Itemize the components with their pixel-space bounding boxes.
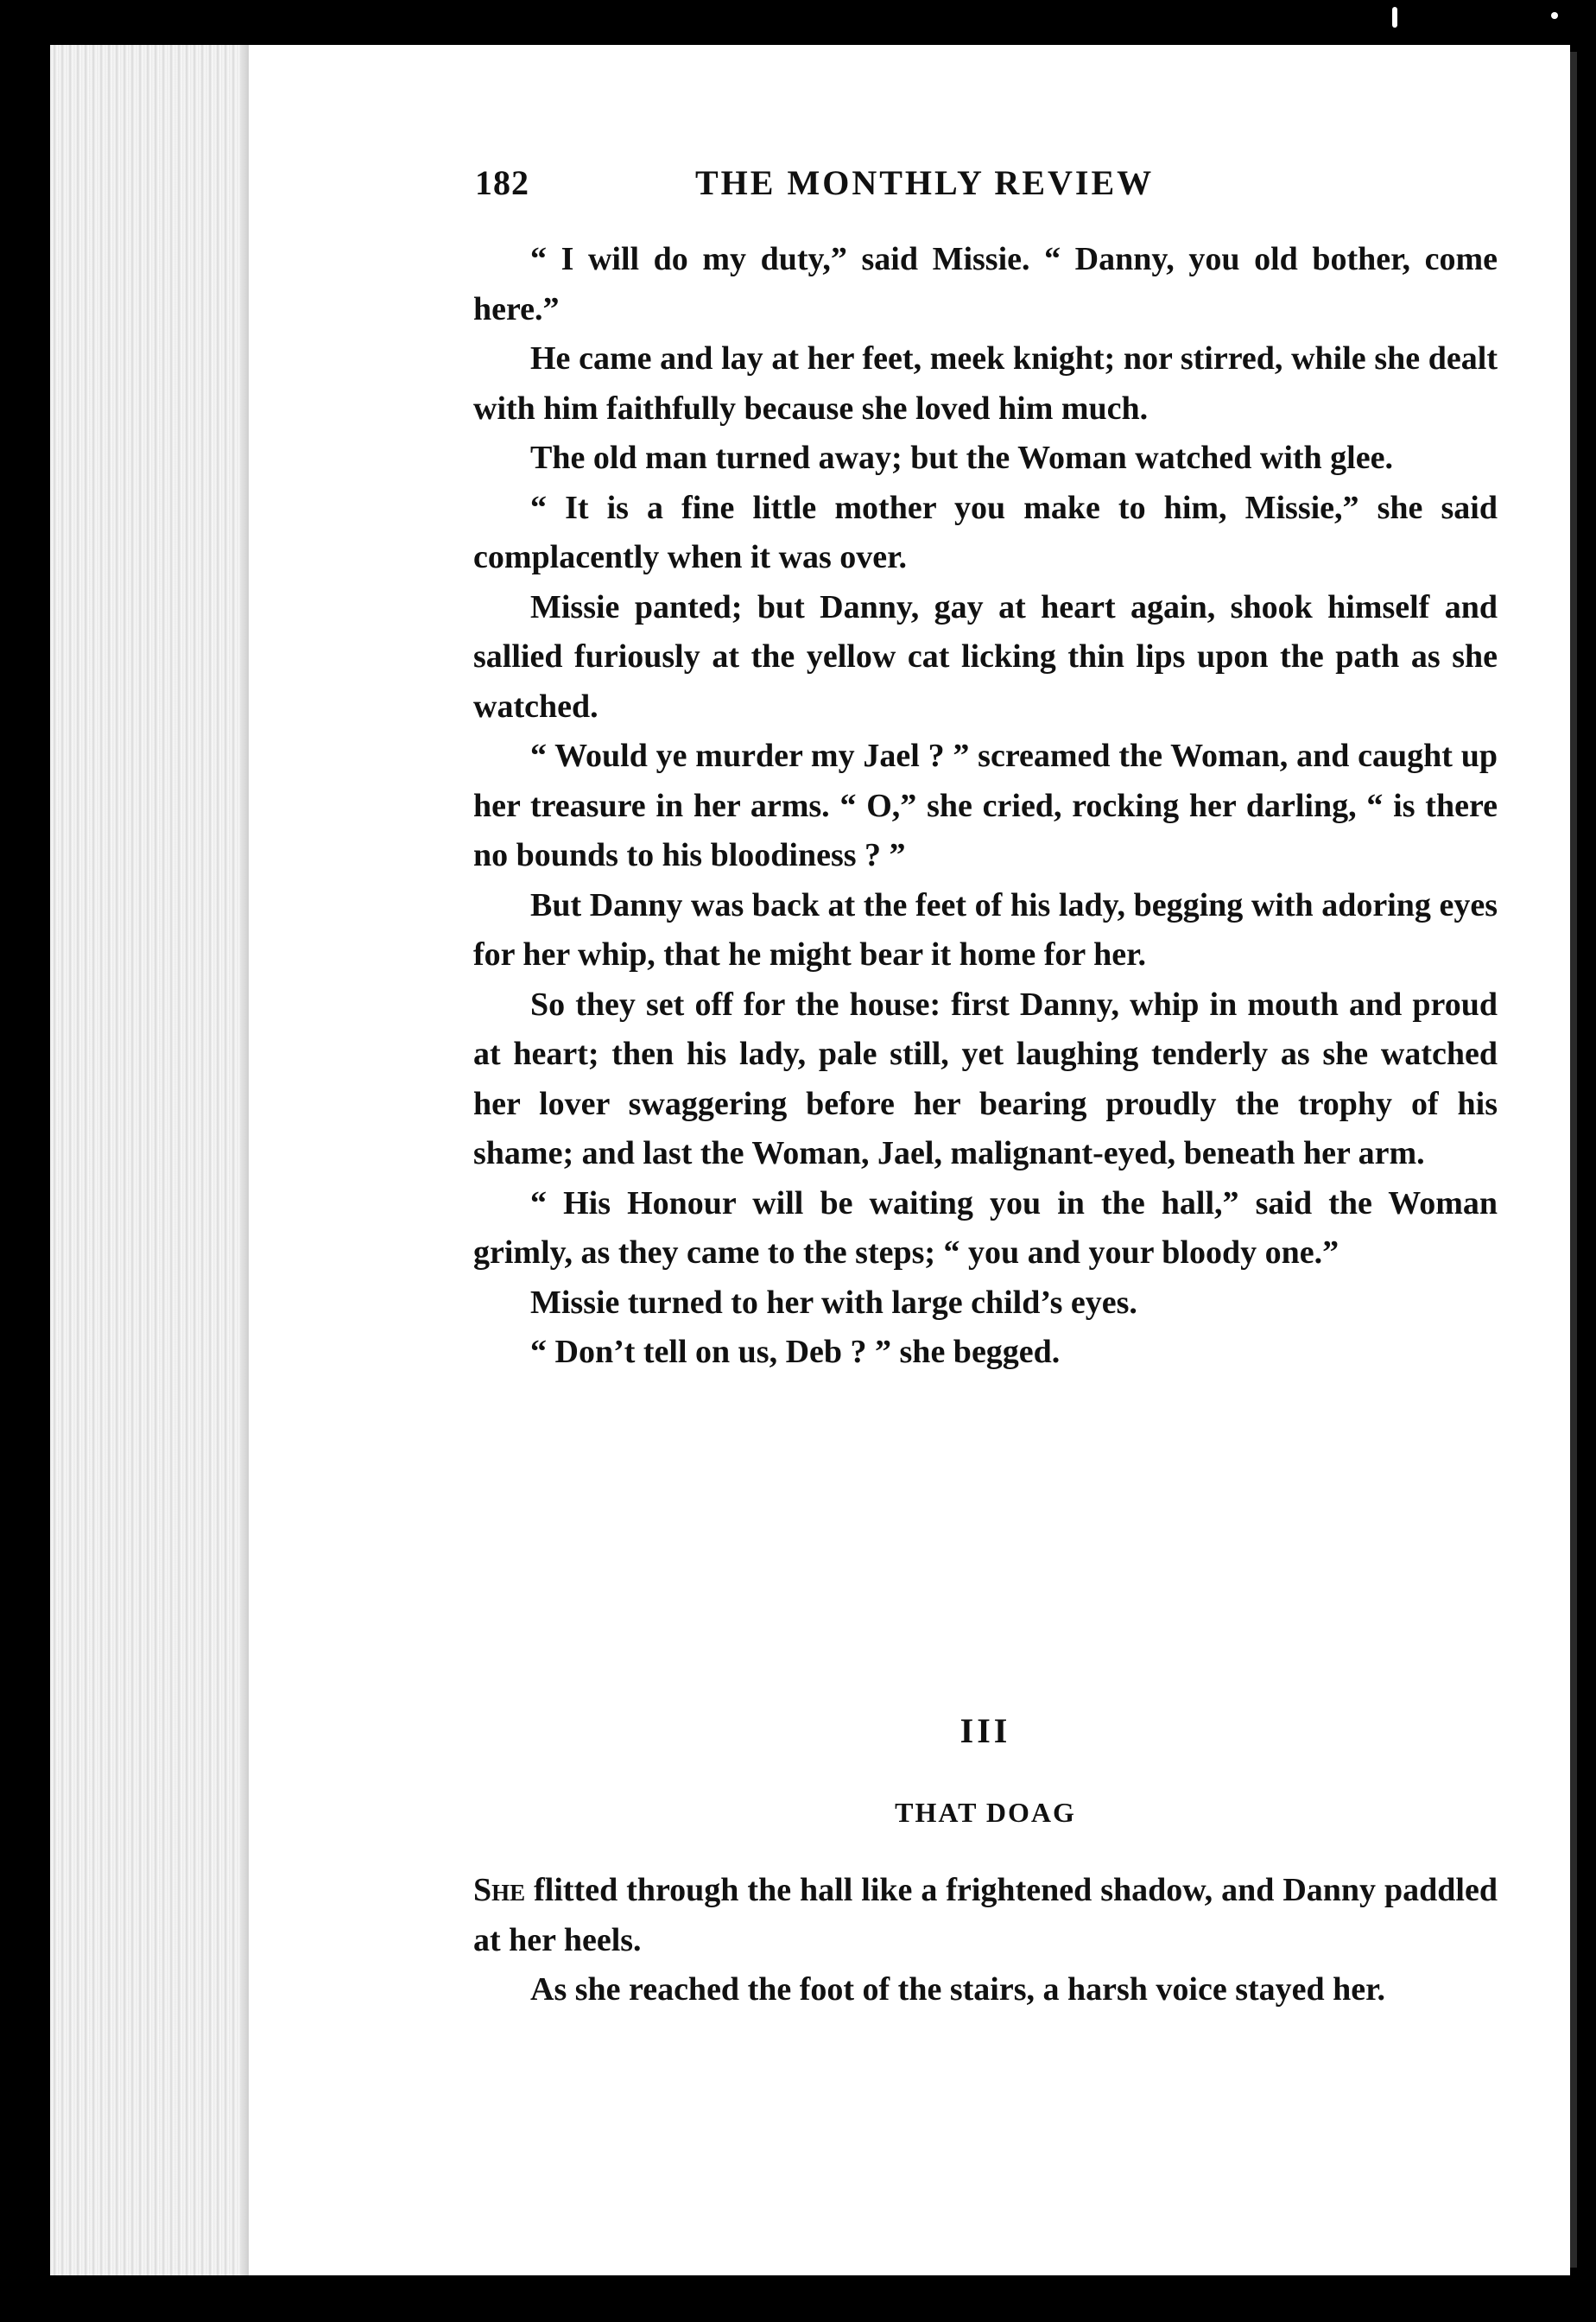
page-shadow-edge xyxy=(1570,52,1577,2268)
book-page-edges xyxy=(50,45,249,2275)
paragraph: “ Would ye murder my Jael ? ” screamed the Woman, and caught up her treasure in her arms. “ O,” she cried, rocking her darling, “ is there no bounds to his bloodiness ? ” xyxy=(473,738,1498,873)
paragraph: “ I will do my duty,” said Missie. “ Danny, you old bother, come here.” xyxy=(473,241,1498,327)
running-head xyxy=(475,162,1494,214)
journal-title: THE MONTHLY REVIEW xyxy=(695,163,1155,202)
scan-speck xyxy=(1392,7,1397,28)
paragraph: He came and lay at her feet, meek knight; nor stirred, while she dealt with him faithfully because she loved him much. xyxy=(473,340,1498,427)
chapter-numeral: III xyxy=(960,1711,1011,1750)
chapter-opening-paragraph xyxy=(473,1866,1498,1965)
paragraph: “ His Honour will be waiting you in the hall,” said the Woman grimly, as they came to the steps; “ you and your bloody one.” xyxy=(473,1184,1498,1271)
opening-word: She xyxy=(473,1872,526,1908)
paragraph: As she reached the foot of the stairs, a harsh voice stayed her. xyxy=(530,1971,1386,2008)
paragraph: “ Don’t tell on us, Deb ? ” she begged. xyxy=(530,1334,1061,1370)
paragraph: Missie turned to her with large child’s eyes. xyxy=(530,1284,1137,1321)
page-number: 182 xyxy=(475,163,529,202)
body-text xyxy=(473,235,1498,1378)
paragraph: Missie panted; but Danny, gay at heart again, shook himself and sallied furiously at the yellow cat licking thin lips upon the path as she watched. xyxy=(473,588,1498,725)
paragraph: “ It is a fine little mother you make to him, Missie,” she said complacently when it was over. xyxy=(473,489,1498,575)
paragraph: But Danny was back at the feet of his lady, begging with adoring eyes for her whip, that he might bear it home for her. xyxy=(473,886,1498,973)
scan-speck xyxy=(1551,12,1558,19)
chapter-title: THAT DOAG xyxy=(895,1797,1076,1828)
paragraph: The old man turned away; but the Woman watched with glee. xyxy=(530,440,1393,476)
chapter-body-text xyxy=(473,1866,1498,2015)
paragraph: So they set off for the house: first Danny, whip in mouth and proud at heart; then his lady, pale still, yet laughing tenderly as she watched her lover swaggering before her bearing proudly the trophy of his shame; and last the Woman, Jael, malignant-eyed, beneath her arm. xyxy=(473,986,1498,1171)
opening-rest: flitted through the hall like a frightened shadow, and Danny paddled at her heels. xyxy=(473,1872,1498,1958)
